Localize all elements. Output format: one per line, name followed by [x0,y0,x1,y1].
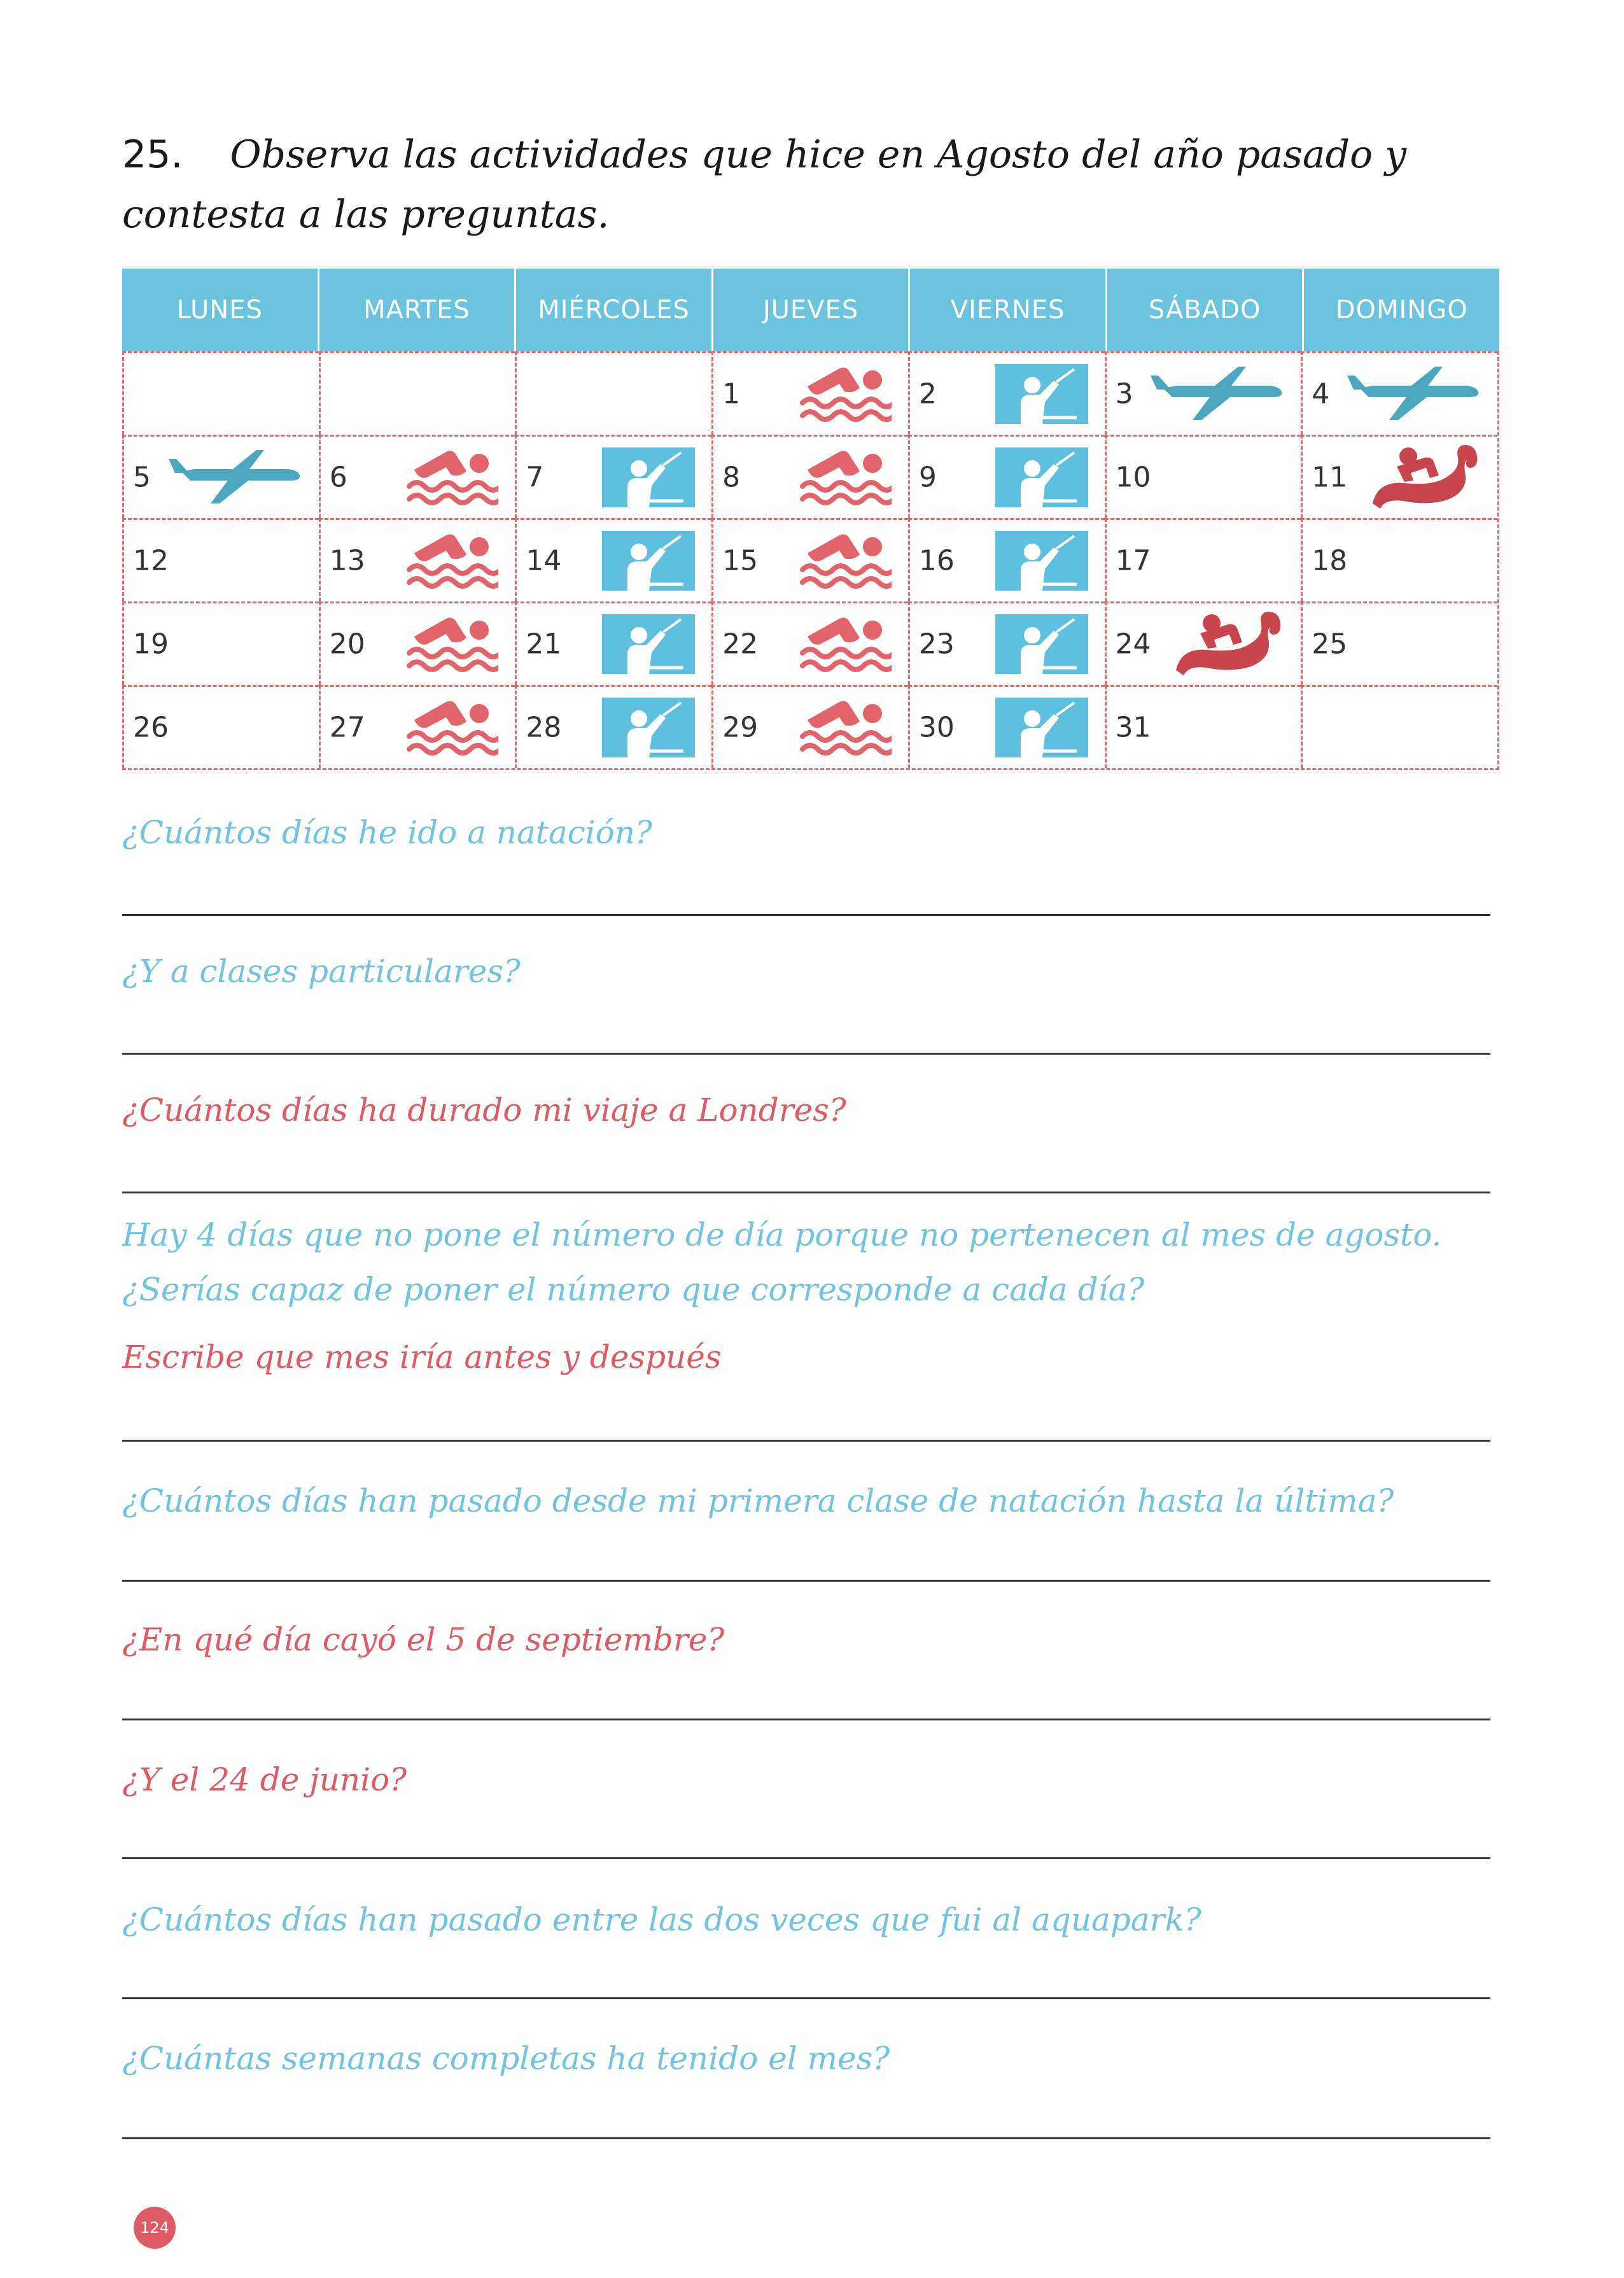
day-number: 23 [918,628,955,661]
weekday-header-6: SÁBADO [1105,269,1303,351]
day-number: 1 [722,377,741,411]
day-number: 25 [1312,628,1348,661]
weekday-header-3: MIÉRCOLES [514,269,711,351]
calendar-day-cell [515,518,711,601]
calendar-day-cell [908,518,1105,601]
page-number-badge: 124 [134,2207,176,2249]
day-number: 27 [329,711,365,744]
calendar-day-cell [1105,351,1301,435]
calendar-day-cell [1105,518,1301,601]
private-class-icon [995,614,1088,674]
day-number: 28 [526,711,562,744]
question-5: ¿Cuántos días han pasado desde mi primera clase de natación hasta la última? [122,1482,1394,1519]
answer-line-1[interactable] [122,914,1490,916]
exercise-instruction: Observa las actividades que hice en Agosto del año pasado y contesta a las preguntas. [122,132,1407,237]
question-9: ¿Cuántas semanas completas ha tenido el mes? [122,2040,890,2077]
exercise-number: 25. [122,132,183,177]
day-number: 8 [722,461,741,494]
question-1: ¿Cuántos días he ido a natación? [122,814,652,851]
swimming-icon [405,446,498,509]
aquapark-icon [1175,609,1284,679]
calendar-header [122,269,1499,351]
question-2: ¿Y a clases particulares? [122,953,521,990]
private-class-icon [602,698,695,757]
private-class-icon [995,698,1088,757]
weekday-header-1: LUNES [122,269,318,351]
calendar-day-cell [908,601,1105,685]
calendar-day-cell [1301,351,1497,435]
swimming-icon [799,529,892,593]
plane-icon [1151,365,1284,423]
calendar-day-cell [711,351,908,435]
calendar-day-cell [319,518,515,601]
private-class-icon [602,447,695,507]
day-number: 30 [918,711,955,744]
answer-line-2[interactable] [122,1053,1490,1055]
private-class-icon [995,364,1088,424]
day-number: 3 [1115,377,1133,411]
answer-line-7[interactable] [122,1857,1490,1859]
swimming-icon [405,612,498,676]
swimming-icon [405,529,498,593]
plane-icon [169,449,302,506]
calendar-day-cell [711,601,908,685]
day-number: 9 [918,461,937,494]
swimming-icon [799,362,892,426]
calendar-day-cell [1301,685,1497,768]
day-number: 21 [526,628,562,661]
private-class-icon [602,614,695,674]
answer-line-4[interactable] [122,1440,1490,1442]
day-number: 18 [1312,544,1348,577]
answer-line-6[interactable] [122,1719,1490,1720]
question-7: ¿Y el 24 de junio? [122,1761,407,1798]
calendar-day-cell [122,435,319,518]
question-4c: Escribe que mes iría antes y después [122,1339,722,1375]
august-calendar [122,269,1499,770]
private-class-icon [995,531,1088,591]
day-number: 31 [1115,711,1151,744]
question-4a: Hay 4 días que no pone el número de día porque no pertenecen al mes de agosto. [122,1216,1442,1253]
day-number: 14 [526,544,562,577]
calendar-day-cell [122,351,319,435]
calendar-day-cell [1301,601,1497,685]
calendar-day-cell [122,601,319,685]
swimming-icon [405,696,498,759]
plane-icon [1347,365,1481,423]
day-number: 4 [1312,377,1330,411]
swimming-icon [799,612,892,676]
day-number: 29 [722,711,759,744]
question-4b: ¿Serías capaz de poner el número que corresponde a cada día? [122,1271,1145,1308]
day-number: 2 [918,377,937,411]
private-class-icon [602,531,695,591]
calendar-day-cell [122,685,319,768]
day-number: 22 [722,628,759,661]
day-number: 7 [526,461,544,494]
calendar-day-cell [1105,435,1301,518]
calendar-day-cell [1301,435,1497,518]
day-number: 16 [918,544,955,577]
calendar-day-cell [1301,518,1497,601]
answer-line-3[interactable] [122,1192,1490,1193]
calendar-day-cell [908,351,1105,435]
day-number: 20 [329,628,365,661]
weekday-header-7: DOMINGO [1302,269,1499,351]
day-number: 6 [329,461,347,494]
day-number: 5 [133,461,151,494]
answer-line-9[interactable] [122,2137,1490,2139]
calendar-day-cell [1105,685,1301,768]
calendar-day-cell [908,685,1105,768]
day-number: 10 [1115,461,1151,494]
calendar-day-cell [515,351,711,435]
swimming-icon [799,696,892,759]
swimming-icon [799,446,892,509]
aquapark-icon [1371,442,1481,512]
calendar-day-cell [515,685,711,768]
calendar-day-cell [319,351,515,435]
answer-line-5[interactable] [122,1580,1490,1582]
calendar-day-cell [1105,601,1301,685]
calendar-day-cell [908,435,1105,518]
calendar-day-cell [319,601,515,685]
question-3: ¿Cuántos días ha durado mi viaje a Londres? [122,1092,846,1128]
calendar-day-cell [319,435,515,518]
question-6: ¿En qué día cayó el 5 de septiembre? [122,1621,725,1658]
calendar-day-cell [711,518,908,601]
day-number: 13 [329,544,365,577]
exercise-title [122,125,1509,244]
day-number: 12 [133,544,169,577]
calendar-day-cell [122,518,319,601]
calendar-day-cell [711,685,908,768]
calendar-day-cell [515,435,711,518]
day-number: 26 [133,711,169,744]
weekday-header-5: VIERNES [908,269,1105,351]
calendar-grid [122,351,1499,770]
day-number: 15 [722,544,759,577]
day-number: 11 [1312,461,1348,494]
day-number: 24 [1115,628,1151,661]
weekday-header-2: MARTES [318,269,515,351]
private-class-icon [995,447,1088,507]
calendar-day-cell [319,685,515,768]
calendar-day-cell [515,601,711,685]
day-number: 19 [133,628,169,661]
answer-line-8[interactable] [122,1997,1490,1999]
question-8: ¿Cuántos días han pasado entre las dos veces que fui al aquapark? [122,1901,1201,1938]
weekday-header-4: JUEVES [711,269,909,351]
calendar-day-cell [711,435,908,518]
day-number: 17 [1115,544,1151,577]
